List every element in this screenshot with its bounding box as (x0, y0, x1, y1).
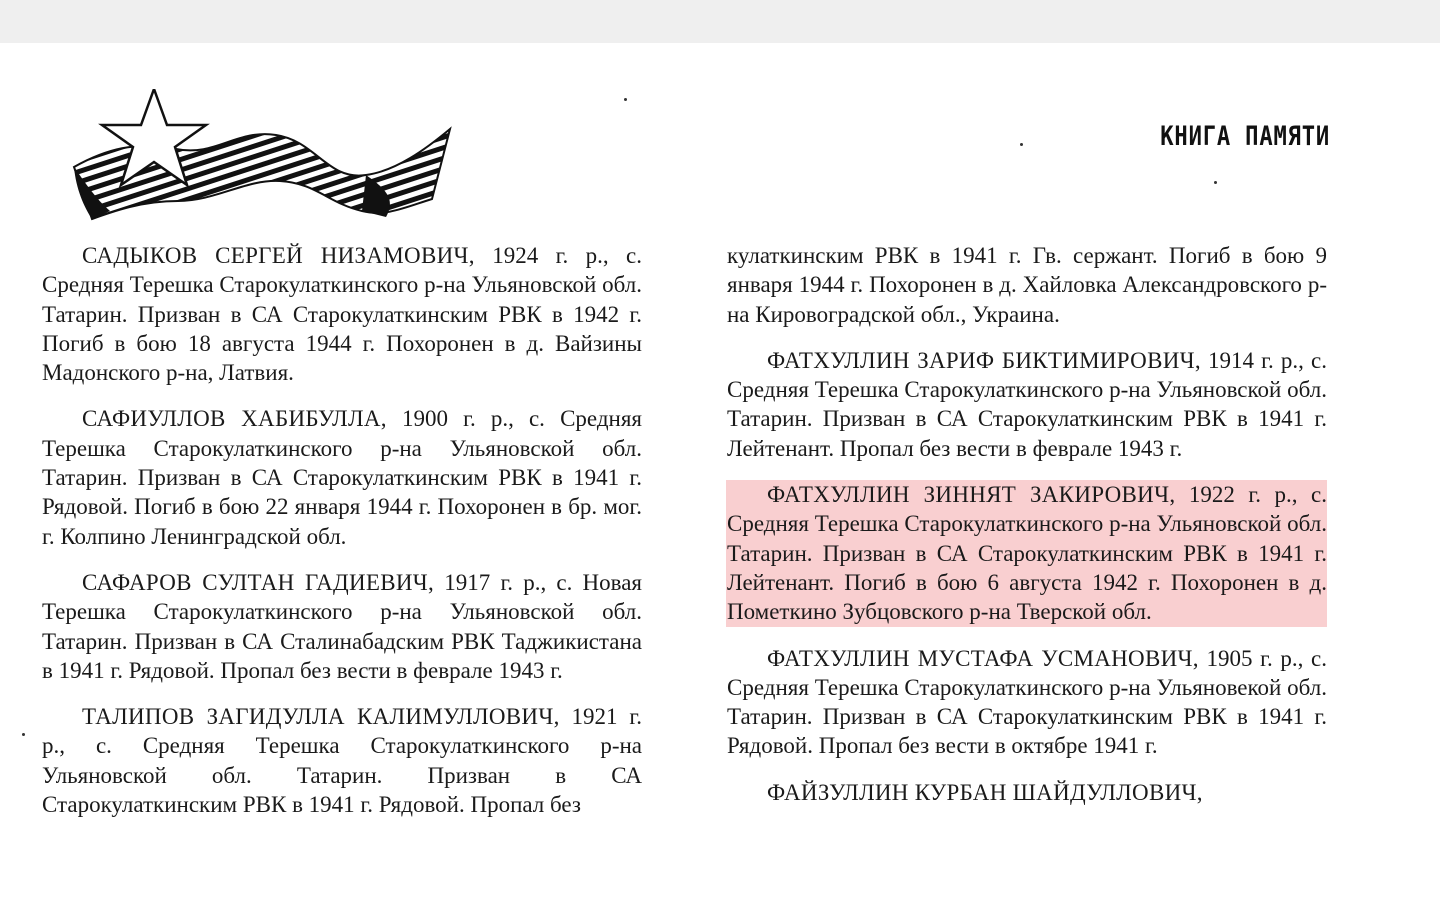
memorial-entry (42, 404, 642, 550)
entry-name: САДЫКОВ СЕРГЕЙ НИЗАМОВИЧ, (82, 243, 475, 268)
memorial-entry (42, 702, 642, 819)
star-ribbon-emblem-icon (66, 89, 458, 227)
scan-speck (624, 98, 627, 101)
memorial-entry (42, 568, 642, 685)
entry-text: 1914 г. р., с. Средняя Терешка Старокулаткинского р-на Ульяновской обл. Татарин. Призван в СА Старокулаткинским РВК в 1941 г. Лейтенант. Пропал без вести в феврале 1943 г. (727, 347, 1327, 461)
entry-name: САФИУЛЛОВ ХАБИБУЛЛА, (82, 406, 387, 432)
entry-text: 1921 г. р., с. Средняя Терешка Старокулаткинского р-на Ульяновской обл. Татарин. Призван в СА Старокулаткинским РВК в 1941 г. Рядовой. Пропал без (42, 704, 642, 818)
entry-text: 1922 г. р., с. Средняя Терешка Старокулаткинского р-на Ульяновской обл. Татарин. Призван в СА Старокулаткинским РВК в 1941 г. Лейтенант. Погиб в бою 6 августа 1942 г. Похоронен в д. Пометкино Зубцовского р-на Тверской обл. (727, 482, 1327, 625)
entry-name: ФАЙЗУЛЛИН КУРБАН ШАЙДУЛЛОВИЧ, (767, 779, 1203, 805)
entry-text: кулаткинским РВК в 1941 г. Гв. сержант. Погиб в бою 9 января 1944 г. Похоронен в д. Хайловка Александровского р-на Кировоградской обл., Украина. (727, 243, 1327, 327)
scan-speck (22, 733, 25, 736)
entry-text: 1900 г. р., с. Средняя Терешка Старокулаткинского р-на Ульяновской обл. Татарин. Призван в СА Старокулаткинским РВК в 1941 г. Рядовой. Погиб в бою 22 января 1944 г. Похоронен в бр. мог. г. Колпино Ленинградской обл. (42, 406, 642, 549)
memorial-entry (727, 346, 1327, 463)
book-title: КНИГА ПАМЯТИ (1160, 121, 1330, 152)
entry-text: 1905 г. р., с. Средняя Терешка Старокулаткинского р-на Ульяновекой обл. Татарин. Призван в СА Старокулаткинским РВК в 1941 г. Рядовой. Пропал без вести в октябре 1941 г. (727, 645, 1327, 759)
memorial-entry (727, 778, 1327, 807)
scan-speck (1020, 143, 1023, 146)
entry-name: ФАТХУЛЛИН ЗИННЯТ ЗАКИРОВИЧ, (767, 482, 1176, 508)
entry-name: ФАТХУЛЛИН МУСТАФА УСМАНОВИЧ, (767, 645, 1199, 671)
entry-text: 1917 г. р., с. Новая Терешка Старокулаткинского р-на Ульяновской обл. Татарин. Призван в СА Сталинабадским РВК Таджикистана в 1941 г. Рядовой. Пропал без вести в феврале 1943 г. (42, 569, 642, 683)
entry-text: 1924 г. р., с. Средняя Терешка Старокулаткинского р-на Ульяновской обл. Татарин. Призван в СА Старокулаткинским РВК в 1942 г. Погиб в бою 18 августа 1944 г. Похоронен в д. Вайзины Мадонского р-на, Латвия. (42, 243, 642, 386)
entry-name: ТАЛИПОВ ЗАГИДУЛЛА КАЛИМУЛЛОВИЧ, (82, 704, 560, 730)
right-column (727, 241, 1327, 824)
scan-speck (1214, 181, 1217, 184)
memorial-entry (727, 644, 1327, 761)
entry-name: САФАРОВ СУЛТАН ГАДИЕВИЧ, (82, 569, 435, 595)
left-column (42, 241, 642, 836)
browser-top-bar (0, 0, 1440, 43)
entry-name: ФАТХУЛЛИН ЗАРИФ БИКТИМИРОВИЧ, (767, 347, 1201, 373)
highlighted-memorial-entry (726, 480, 1327, 626)
scanned-book-page (0, 43, 1440, 900)
memorial-entry-continued (727, 241, 1327, 329)
memorial-entry (42, 241, 642, 387)
